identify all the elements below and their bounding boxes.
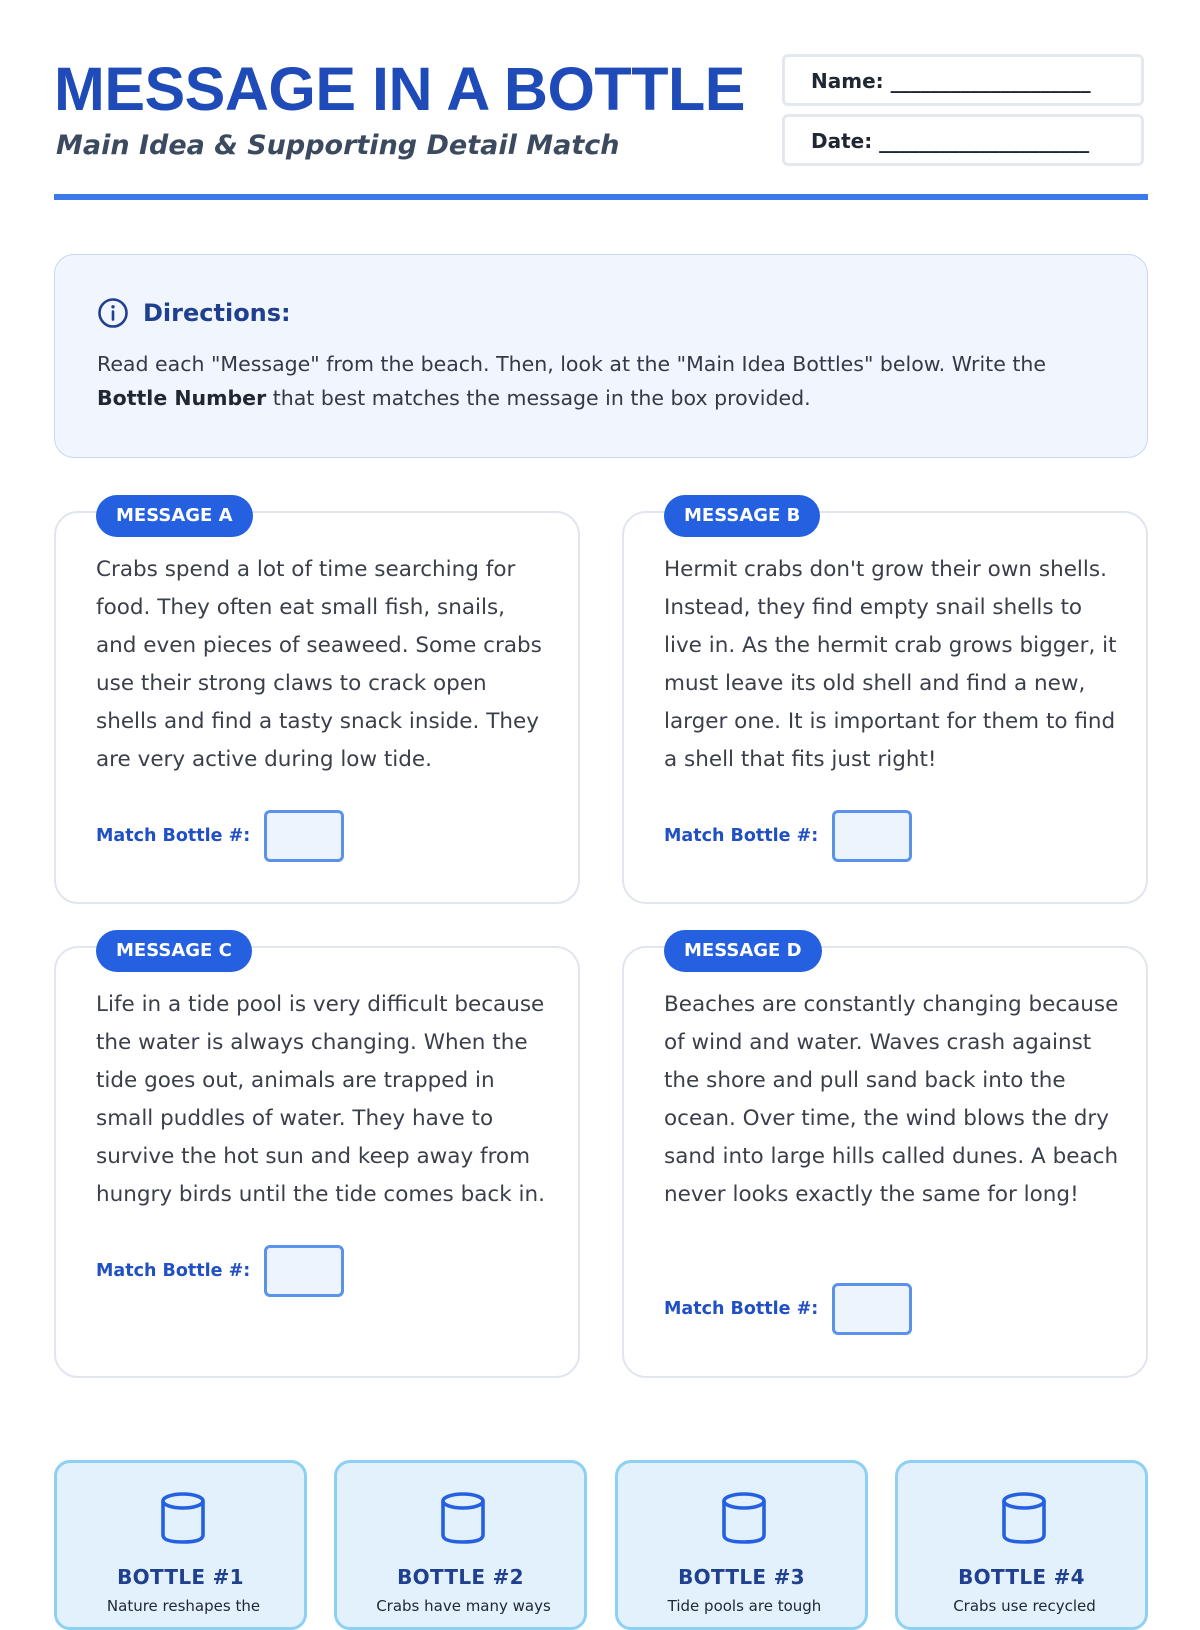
match-answer-box[interactable] [832,1283,912,1335]
header-divider [54,194,1148,200]
directions-panel [54,254,1148,458]
bottle-title: BOTTLE #3 [678,1565,805,1589]
message-text: Beaches are constantly changing because of wind and water. Waves crash against the shore and pull sand back into the ocean. Over time, the wind blows the dry sand into large hills called dunes. A beach never looks exactly the same for long! [664,992,1119,1207]
match-row [664,1283,912,1335]
bottle-card-1 [54,1460,307,1630]
message-text: Crabs spend a lot of time searching for food. They often eat small fish, snails, and even pieces of seaweed. Some crabs use their strong claws to crack open shells and find a tasty snack inside. They are very active during low tide. [96,557,542,772]
info-icon [97,297,129,329]
bottle-icon [439,1491,487,1545]
bottle-card-3 [615,1460,868,1630]
bottle-card-2 [334,1460,587,1630]
match-label: Match Bottle #: [664,1299,819,1319]
bottle-icon [1000,1491,1048,1545]
name-field[interactable]: Name: ____________________ [782,54,1144,106]
directions-text-part: Read each "Message" from the beach. Then, look at the "Main Idea Bottles" below. Write the [97,352,1046,376]
date-field[interactable]: Date: _____________________ [782,114,1144,166]
page-subtitle: Main Idea & Supporting Detail Match [56,130,620,161]
directions-text-bold: Bottle Number [97,386,267,410]
bottle-text: Crabs have many ways [376,1597,551,1615]
message-badge: MESSAGE D [664,930,822,972]
match-answer-box[interactable] [832,810,912,862]
directions-text-part: that best matches the message in the box provided. [266,386,811,410]
bottle-text: Nature reshapes the [106,1597,261,1615]
worksheet-header [54,52,1146,202]
message-badge: MESSAGE C [96,930,252,972]
page-title: MESSAGE IN A BOTTLE [54,55,745,123]
bottle-text: Crabs use recycled [953,1597,1096,1615]
bottle-card-4 [895,1460,1148,1630]
match-row [96,810,344,862]
match-label: Match Bottle #: [96,1261,251,1281]
message-card-a [54,505,580,904]
match-answer-box[interactable] [264,1245,344,1297]
bottle-text: Tide pools are tough [667,1597,822,1615]
message-card-d [622,940,1148,1378]
bottle-title: BOTTLE #1 [117,1565,244,1589]
directions-heading [97,297,291,329]
bottle-icon [720,1491,768,1545]
match-label: Match Bottle #: [664,826,819,846]
message-text: Life in a tide pool is very difficult because the water is always changing. When the tide goes out, animals are trapped in small puddles of water. They have to survive the hot sun and keep away from hungry birds until the tide comes back in. [96,992,545,1207]
message-text: Hermit crabs don't grow their own shells. Instead, they find empty snail shells to live in. As the hermit crab grows bigger, it must leave its old shell and find a new, larger one. It is important for them to find a shell that fits just right! [664,557,1117,772]
match-row [664,810,912,862]
bottle-icon [159,1491,207,1545]
bottle-title: BOTTLE #4 [958,1565,1085,1589]
message-card-c [54,940,580,1378]
message-card-b [622,505,1148,904]
directions-text [97,347,1097,415]
match-label: Match Bottle #: [96,826,251,846]
directions-title: Directions: [143,299,291,327]
match-row [96,1245,344,1297]
message-badge: MESSAGE A [96,495,253,537]
bottle-title: BOTTLE #2 [397,1565,524,1589]
match-answer-box[interactable] [264,810,344,862]
message-badge: MESSAGE B [664,495,820,537]
